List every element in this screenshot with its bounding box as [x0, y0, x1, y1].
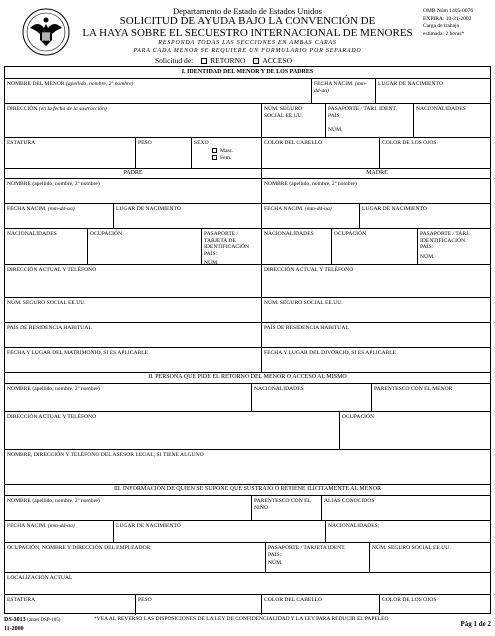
child-birthplace-field[interactable]: LUGAR DE NACIMIENTO: [375, 79, 492, 103]
abductor-relationship-field[interactable]: PARENTESCO CON EL NIÑO: [251, 496, 321, 520]
abductor-dob-field[interactable]: FECHA NACIM. (mm-dd-aa): [7, 523, 75, 529]
mother-passport-field[interactable]: PASAPORTE / TARJ. IDENTIFICACIÓN PAÍS: NÚM.: [417, 229, 492, 264]
abductor-birthplace-field[interactable]: LUGAR DE NACIMIENTO: [113, 521, 325, 542]
form-id: DS-3013 (antes DSP-105) 11-2000: [4, 617, 61, 632]
mother-nationalities-field[interactable]: NACIONALIDADES: [261, 229, 331, 264]
abductor-alias-field[interactable]: ALIAS CONOCIDOS: [321, 496, 492, 520]
abductor-weight-field[interactable]: PESO: [135, 595, 261, 615]
father-address-field[interactable]: DIRECCIÓN ACTUAL Y TELÉFONO: [7, 267, 97, 273]
child-ssn-field[interactable]: NÚM. SEGURO SOCIAL EE.UU.: [261, 104, 325, 137]
section-2-header: [5, 373, 490, 384]
legal-advisor-field[interactable]: NOMBRE, DIRECCIÓN Y TELÉFONO DEL ASESOR LEGAL, SI TIENE ALGUNO: [7, 452, 204, 458]
mother-name-field[interactable]: NOMBRE (apellido, nombre, 2º nombre): [261, 179, 492, 203]
child-address-row: [5, 104, 490, 138]
abductor-name-row: [5, 496, 490, 521]
abductor-employer-field[interactable]: OCUPACIÓN, NOMBRE Y DIRECCIÓN DEL EMPLEADOR: [7, 545, 151, 551]
section-3-title: III. INFORMACIÓN DE QUIEN SE SUPONE QUE SUSTRAJO O RETIENE ILÍCITAMENTE AL MENOR: [113, 486, 382, 492]
parents-address-row: [5, 265, 490, 298]
acceso-checkbox[interactable]: [253, 58, 259, 64]
abductor-hair-color-field[interactable]: COLOR DEL CABELLO: [261, 595, 379, 615]
confidentiality-note: *VEA AL REVERSO LAS DISPOSICIONES DE LA LEY DE CONFIDENCIALIDAD Y LA LEY PARA REDUCIR EL PAPELEO: [94, 616, 389, 622]
father-birthplace-field[interactable]: LUGAR DE NACIMIENTO: [113, 204, 261, 228]
father-name-field[interactable]: NOMBRE (apellido, nombre, 2º nombre): [7, 181, 100, 187]
requester-occupation-field[interactable]: OCUPACIÓN: [339, 412, 492, 449]
child-height-field[interactable]: ESTATURA: [7, 140, 36, 146]
child-weight-field[interactable]: PESO: [135, 138, 191, 168]
father-occupation-field[interactable]: OCUPACIÓN: [87, 229, 229, 264]
omb-info: OMB Núm 1405-0076 EXPIRA: 10-31-2002 Carga de trabajo estimada: 2 horas*: [423, 8, 474, 37]
marriage-field[interactable]: FECHA Y LUGAR DEL MATRIMONIO, SI ES APLICABLE: [7, 350, 149, 356]
child-eye-color-field[interactable]: COLOR DE LOS OJOS: [379, 138, 492, 168]
form-header: [0, 0, 495, 64]
requester-name-row: [5, 384, 490, 412]
form-title-line1: SOLICITUD DE AYUDA BAJO LA CONVENCIÓN DE: [119, 15, 376, 27]
form-title-line2: LA HAYA SOBRE EL SECUESTRO INTERNACIONAL DE MENORES: [82, 27, 413, 39]
page-number: Pág 1 de 2: [460, 620, 491, 628]
father-dob-field[interactable]: FECHA NACIM. (mm-dd-aa): [7, 206, 75, 212]
marriage-divorce-row: [5, 348, 490, 373]
section-2-title: II. PERSONA QUE PIDE EL RETORNO DEL MENOR O ACCESO AL MISMO: [148, 374, 347, 380]
requester-address-field[interactable]: DIRECCIÓN ACTUAL Y TELÉFONO: [7, 414, 97, 420]
abductor-location-field[interactable]: LOCALIZACIÓN ACTUAL: [7, 575, 73, 581]
father-ssn-field[interactable]: NÚM. SEGURO SOCIAL EE.UU.: [7, 300, 86, 306]
abductor-location-row: [5, 573, 490, 595]
requester-relationship-field[interactable]: PARENTESCO CON EL MENOR: [371, 384, 492, 411]
abductor-name-field[interactable]: NOMBRE (apellido, nombre, 2º nombre): [7, 498, 100, 504]
retorno-checkbox[interactable]: [201, 58, 207, 64]
application-form: [4, 66, 491, 614]
abductor-physical-row: [5, 595, 490, 615]
mother-dob-field[interactable]: FECHA NACIM. (mm-dd-aa): [261, 204, 359, 228]
child-physical-row: [5, 138, 490, 169]
parents-nationality-row: [5, 229, 490, 265]
legal-advisor-row: [5, 450, 490, 485]
requester-name-field[interactable]: NOMBRE (apellido, nombre, 2º nombre): [7, 386, 100, 392]
parents-name-row: [5, 179, 490, 204]
requester-address-row: [5, 412, 490, 450]
mother-ssn-field[interactable]: NÚM. SEGURO SOCIAL EE.UU.: [261, 298, 492, 322]
parents-header-row: [5, 169, 490, 179]
sex-male-checkbox[interactable]: [212, 148, 217, 153]
abductor-ssn-field[interactable]: NÚM. SEGURO SOCIAL EE.UU.: [369, 543, 492, 572]
abductor-passport-field[interactable]: PASAPORTE / TARJETA IDENT. PAÍS: NÚM.: [265, 543, 369, 572]
instruction-line2: PARA CADA MENOR SE REQUIERE UN FORMULARIO POR SEPARADO: [133, 48, 362, 54]
section-3-header: [5, 485, 490, 496]
father-residence-field[interactable]: PAÍS DE RESIDENCIA HABITUAL: [7, 325, 92, 331]
abductor-dob-row: [5, 521, 490, 543]
abductor-nationalities-field[interactable]: NACIONALIDADES:: [325, 521, 492, 542]
parents-dob-row: [5, 204, 490, 229]
mother-occupation-field[interactable]: OCUPACIÓN: [331, 229, 417, 264]
child-address-field[interactable]: DIRECCIÓN (en la fecha de la sustracción): [7, 106, 107, 112]
child-sex-field: SEXO Masc. Fem.: [191, 138, 261, 168]
child-dob-field[interactable]: FECHA NACIM. (mm-dd-aa): [311, 79, 375, 103]
divorce-field[interactable]: FECHA Y LUGAR DEL DIVORCIO, SI ES APLICABLE: [261, 348, 492, 372]
child-nationalities-field[interactable]: NACIONALIDADES: [413, 104, 492, 137]
father-passport-field[interactable]: PASAPORTE / TARJETA DE IDENTIFICACIÓN PAÍS: NÚM.: [201, 229, 261, 264]
father-nationalities-field[interactable]: NACIONALIDADES: [7, 231, 57, 237]
abductor-height-field[interactable]: ESTATURA: [7, 597, 36, 603]
department-name: Departamento de Estado de Estados Unidos: [173, 6, 322, 16]
parents-ssn-row: [5, 298, 490, 323]
child-passport-field[interactable]: PASAPORTE / TARJ. IDENT. PAÍS NÚM.: [325, 104, 413, 137]
abductor-employer-row: [5, 543, 490, 573]
mother-header: MADRE: [261, 169, 492, 178]
father-header: PADRE: [123, 170, 143, 176]
mother-residence-field[interactable]: PAÍS DE RESIDENCIA HABITUAL: [261, 323, 492, 347]
mother-address-field[interactable]: DIRECCIÓN ACTUAL Y TELÉFONO: [261, 265, 492, 297]
child-name-field[interactable]: NOMBRE DEL MENOR (apellido, nombre, 2º nombre): [7, 81, 134, 87]
instruction-line1: RESPONDA TODAS LAS SECCIONES EN AMBAS CARAS: [158, 40, 337, 46]
section-1-title: I. IDENTIDAD DEL MENOR Y DE LOS PADRES: [181, 69, 314, 75]
child-hair-color-field[interactable]: COLOR DEL CABELLO: [261, 138, 379, 168]
requester-nationalities-field[interactable]: NACIONALIDADES: [251, 384, 371, 411]
child-name-row: [5, 79, 490, 104]
parents-residence-row: [5, 323, 490, 348]
abductor-eye-color-field[interactable]: COLOR DE LOS OJOS: [379, 595, 492, 615]
section-1-header: [5, 67, 490, 79]
request-type: Solicitud de: RETORNO ACCESO: [155, 56, 292, 65]
sex-female-checkbox[interactable]: [212, 155, 217, 160]
mother-birthplace-field[interactable]: LUGAR DE NACIMIENTO: [359, 204, 492, 228]
